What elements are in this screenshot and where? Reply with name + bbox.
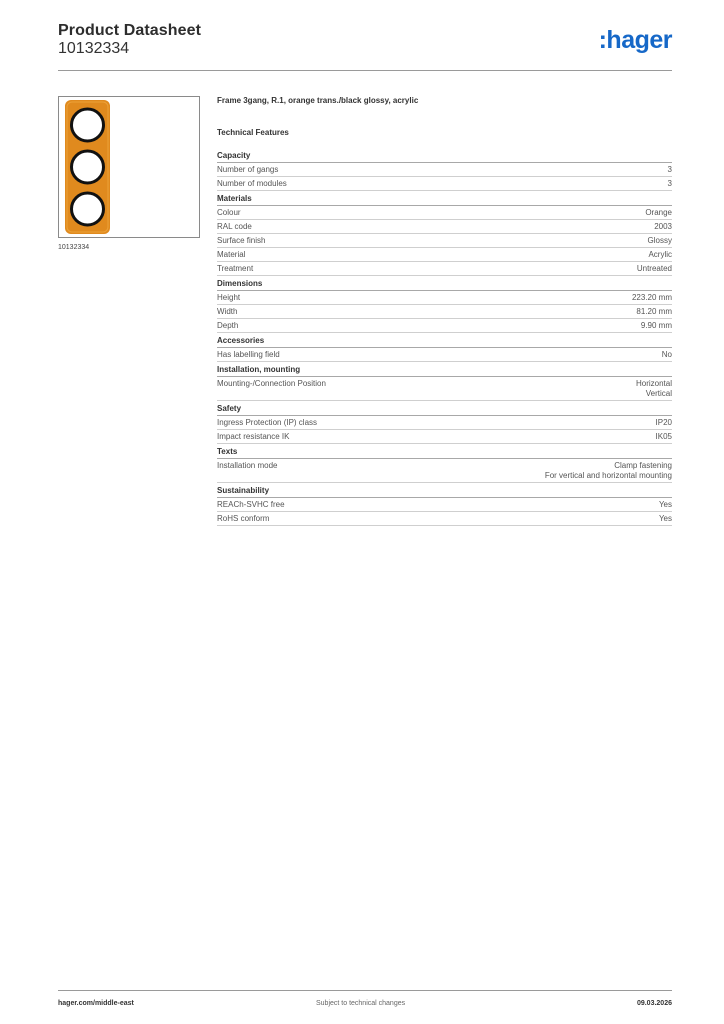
spec-row bbox=[217, 305, 672, 319]
section-title: Installation, mounting bbox=[217, 365, 672, 377]
spec-row bbox=[217, 248, 672, 262]
spec-row bbox=[217, 291, 672, 305]
section-installation-mounting bbox=[217, 365, 672, 401]
spec-value-line: 3 bbox=[667, 179, 672, 188]
spec-label: Height bbox=[217, 293, 241, 302]
spec-label: Surface finish bbox=[217, 236, 266, 245]
product-description: Frame 3gang, R.1, orange trans./black glossy, acrylic bbox=[217, 96, 419, 105]
socket-ring-1 bbox=[72, 109, 104, 141]
section-title: Accessories bbox=[217, 336, 672, 348]
spec-value bbox=[648, 250, 672, 260]
spec-label: RoHS conform bbox=[217, 514, 270, 523]
footer-note: Subject to technical changes bbox=[316, 1000, 406, 1007]
spec-value-line: IK05 bbox=[655, 432, 672, 441]
product-number: 10132334 bbox=[58, 40, 130, 57]
spec-row bbox=[217, 206, 672, 220]
spec-value-line: 2003 bbox=[654, 222, 672, 231]
section-materials bbox=[217, 194, 672, 276]
spec-value-line: Clamp fastening bbox=[614, 461, 672, 470]
spec-value-line: For vertical and horizontal mounting bbox=[544, 471, 672, 480]
footer-website-link[interactable]: hager.com/middle-east bbox=[58, 1000, 134, 1007]
spec-value bbox=[668, 165, 672, 175]
image-caption: 10132334 bbox=[58, 244, 90, 251]
spec-row bbox=[217, 262, 672, 276]
spec-row bbox=[217, 512, 672, 526]
spec-label: RAL code bbox=[217, 222, 252, 231]
spec-label: Width bbox=[217, 307, 238, 316]
spec-row bbox=[217, 459, 672, 483]
spec-row bbox=[217, 416, 672, 430]
spec-value bbox=[654, 222, 672, 232]
spec-row bbox=[217, 234, 672, 248]
spec-row bbox=[217, 430, 672, 444]
spec-value-line: Yes bbox=[658, 500, 672, 509]
spec-value bbox=[636, 379, 672, 399]
spec-value bbox=[662, 350, 672, 360]
spec-label: Ingress Protection (IP) class bbox=[217, 418, 318, 427]
section-title: Safety bbox=[217, 404, 672, 416]
spec-value bbox=[645, 208, 672, 218]
spec-value-line: No bbox=[661, 350, 672, 359]
spec-value-line: 3 bbox=[667, 165, 672, 174]
page-title: Product Datasheet bbox=[58, 22, 202, 39]
spec-label: Colour bbox=[217, 208, 241, 217]
spec-value-line: Vertical bbox=[645, 389, 672, 398]
spec-value bbox=[656, 432, 672, 442]
spec-value bbox=[641, 321, 672, 331]
spec-value bbox=[648, 236, 672, 246]
spec-row bbox=[217, 177, 672, 191]
spec-label: Material bbox=[217, 250, 246, 259]
spec-value bbox=[545, 461, 672, 481]
spec-value-line: Untreated bbox=[636, 264, 672, 273]
spec-row bbox=[217, 319, 672, 333]
spec-label: REACh-SVHC free bbox=[217, 500, 285, 509]
socket-ring-2 bbox=[72, 151, 104, 183]
product-image bbox=[58, 96, 200, 238]
section-capacity bbox=[217, 151, 672, 191]
socket-ring-3 bbox=[72, 193, 104, 225]
section-title: Sustainability bbox=[217, 486, 672, 498]
page-footer bbox=[58, 990, 672, 1013]
section-title: Texts bbox=[217, 447, 672, 459]
section-texts bbox=[217, 447, 672, 483]
spec-label: Depth bbox=[217, 321, 239, 330]
datasheet-content bbox=[217, 96, 672, 526]
section-accessories bbox=[217, 336, 672, 362]
spec-value bbox=[656, 418, 672, 428]
spec-row bbox=[217, 220, 672, 234]
spec-row bbox=[217, 498, 672, 512]
section-title: Capacity bbox=[217, 151, 672, 163]
spec-value-line: 81.20 mm bbox=[636, 307, 672, 316]
spec-value-line: Orange bbox=[645, 208, 672, 217]
footer-date: 09.03.2026 bbox=[636, 1000, 672, 1007]
hager-logo[interactable]: :hager bbox=[598, 26, 672, 54]
spec-row bbox=[217, 348, 672, 362]
spec-value bbox=[668, 179, 672, 189]
spec-value bbox=[636, 307, 672, 317]
spec-value-line: Acrylic bbox=[648, 250, 672, 259]
spec-label: Number of modules bbox=[217, 179, 287, 188]
spec-value-line: Glossy bbox=[647, 236, 672, 245]
section-dimensions bbox=[217, 279, 672, 333]
spec-value bbox=[637, 264, 672, 274]
page-header bbox=[58, 22, 672, 71]
spec-row bbox=[217, 163, 672, 177]
section-sustainability bbox=[217, 486, 672, 526]
spec-label: Impact resistance IK bbox=[217, 432, 290, 441]
spec-label: Treatment bbox=[217, 264, 254, 273]
spec-value-line: Yes bbox=[658, 514, 672, 523]
section-title: Materials bbox=[217, 194, 672, 206]
spec-row bbox=[217, 377, 672, 401]
frame-3gang-illustration bbox=[59, 97, 199, 237]
spec-value bbox=[659, 500, 672, 510]
spec-label: Mounting-/Connection Position bbox=[217, 379, 326, 388]
section-safety bbox=[217, 404, 672, 444]
spec-label: Number of gangs bbox=[217, 165, 279, 174]
spec-value bbox=[632, 293, 672, 303]
spec-value bbox=[659, 514, 672, 524]
section-title: Dimensions bbox=[217, 279, 672, 291]
spec-value-line: 223.20 mm bbox=[631, 293, 672, 302]
technical-features-heading: Technical Features bbox=[217, 128, 289, 137]
spec-label: Has labelling field bbox=[217, 350, 280, 359]
spec-value-line: IP20 bbox=[655, 418, 672, 427]
spec-label: Installation mode bbox=[217, 461, 278, 470]
spec-value-line: Horizontal bbox=[635, 379, 672, 388]
spec-value-line: 9.90 mm bbox=[640, 321, 672, 330]
feature-sections bbox=[217, 151, 672, 526]
